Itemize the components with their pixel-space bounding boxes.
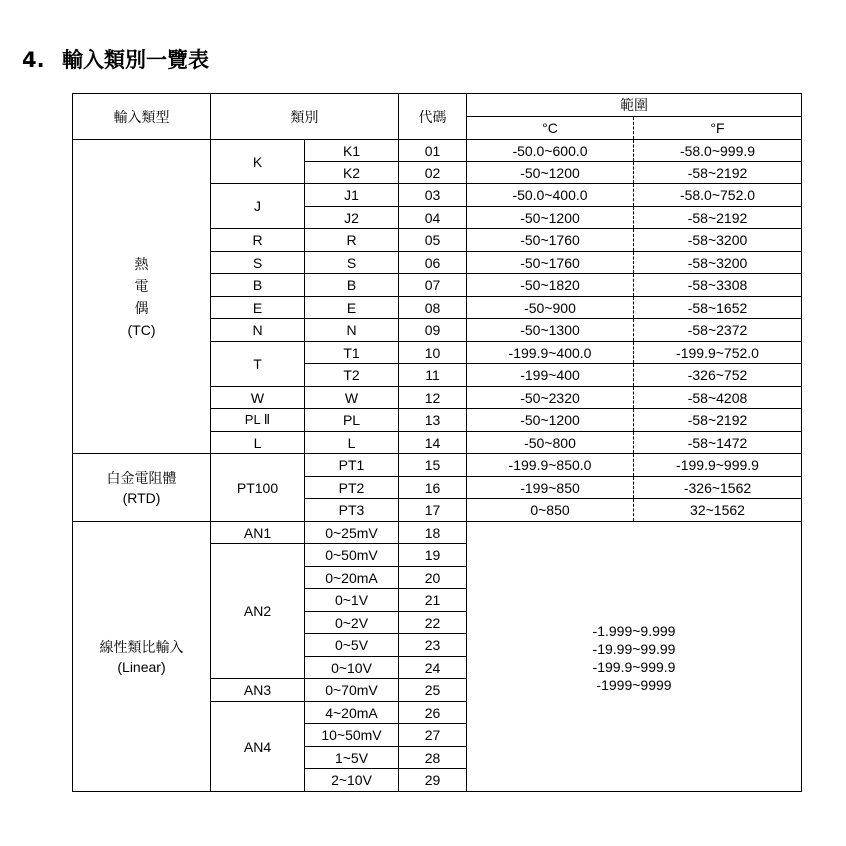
code-cell: 11 xyxy=(399,364,467,387)
table-row xyxy=(73,454,802,477)
header-row xyxy=(73,94,802,117)
subtype-cell: 0~1V xyxy=(305,589,399,612)
range-c-cell: -50~800 xyxy=(467,432,634,454)
linear-group-label: 線性類比輸入 (Linear) xyxy=(73,522,211,792)
subtype-cell: S xyxy=(305,252,399,274)
code-cell: 20 xyxy=(399,567,467,589)
input-type-table xyxy=(72,93,802,792)
header-fahrenheit: °F xyxy=(634,117,802,140)
subtype-cell: PT3 xyxy=(305,499,399,522)
subtype-cell: 2~10V xyxy=(305,769,399,792)
subtype-cell: T1 xyxy=(305,342,399,364)
range-f-cell: -58~2192 xyxy=(634,207,802,229)
category-cell: AN2 xyxy=(211,544,305,679)
code-cell: 07 xyxy=(399,274,467,297)
subtype-cell: T2 xyxy=(305,364,399,387)
header-category: 類別 xyxy=(211,94,399,140)
category-cell: W xyxy=(211,387,305,409)
code-cell: 10 xyxy=(399,342,467,364)
range-c-cell: -50~1200 xyxy=(467,207,634,229)
code-cell: 23 xyxy=(399,634,467,657)
category-cell: E xyxy=(211,297,305,319)
range-f-cell: -58~2372 xyxy=(634,319,802,342)
subtype-cell: 4~20mA xyxy=(305,702,399,724)
range-c-cell: -50.0~400.0 xyxy=(467,184,634,207)
range-f-cell: -199.9~999.9 xyxy=(634,454,802,477)
code-cell: 03 xyxy=(399,184,467,207)
code-cell: 27 xyxy=(399,724,467,747)
category-cell: R xyxy=(211,229,305,252)
code-cell: 13 xyxy=(399,409,467,432)
subtype-cell: K2 xyxy=(305,162,399,184)
range-c-cell: -50~1760 xyxy=(467,229,634,252)
range-c-cell: -50~1820 xyxy=(467,274,634,297)
code-cell: 18 xyxy=(399,522,467,544)
subtype-cell: 0~20mA xyxy=(305,567,399,589)
range-c-cell: -199.9~400.0 xyxy=(467,342,634,364)
category-cell: L xyxy=(211,432,305,454)
code-cell: 06 xyxy=(399,252,467,274)
range-f-cell: -58~2192 xyxy=(634,409,802,432)
range-c-cell: -50.0~600.0 xyxy=(467,140,634,162)
category-cell: B xyxy=(211,274,305,297)
range-c-cell: -50~1760 xyxy=(467,252,634,274)
range-f-cell: -58~1472 xyxy=(634,432,802,454)
code-cell: 29 xyxy=(399,769,467,792)
range-f-cell: -58.0~999.9 xyxy=(634,140,802,162)
linear-range-cell: -1.999~9.999 -19.99~99.99 -199.9~999.9 -1999~9999 xyxy=(467,522,802,792)
subtype-cell: 10~50mV xyxy=(305,724,399,747)
section-title: 輸入類別一覽表 xyxy=(62,48,209,72)
range-c-cell: 0~850 xyxy=(467,499,634,522)
subtype-cell: 0~25mV xyxy=(305,522,399,544)
code-cell: 01 xyxy=(399,140,467,162)
range-f-cell: -58~3200 xyxy=(634,229,802,252)
code-cell: 24 xyxy=(399,657,467,679)
range-f-cell: -326~1562 xyxy=(634,477,802,499)
code-cell: 22 xyxy=(399,612,467,634)
range-f-cell: -58~2192 xyxy=(634,162,802,184)
range-f-cell: -58~4208 xyxy=(634,387,802,409)
subtype-cell: 0~50mV xyxy=(305,544,399,567)
page-title xyxy=(22,44,209,74)
category-cell: AN4 xyxy=(211,702,305,792)
subtype-cell: K1 xyxy=(305,140,399,162)
range-c-cell: -50~1300 xyxy=(467,319,634,342)
code-cell: 04 xyxy=(399,207,467,229)
subtype-cell: 0~70mV xyxy=(305,679,399,702)
subtype-cell: J2 xyxy=(305,207,399,229)
range-c-cell: -199~400 xyxy=(467,364,634,387)
range-c-cell: -50~1200 xyxy=(467,162,634,184)
code-cell: 16 xyxy=(399,477,467,499)
range-f-cell: -58~1652 xyxy=(634,297,802,319)
subtype-cell: 0~10V xyxy=(305,657,399,679)
header-input-type: 輸入類型 xyxy=(73,94,211,140)
subtype-cell: PT2 xyxy=(305,477,399,499)
range-f-cell: -58.0~752.0 xyxy=(634,184,802,207)
code-cell: 19 xyxy=(399,544,467,567)
category-cell: J xyxy=(211,184,305,229)
subtype-cell: 0~2V xyxy=(305,612,399,634)
header-range: 範圍 xyxy=(467,94,802,117)
subtype-cell: E xyxy=(305,297,399,319)
range-f-cell: -58~3200 xyxy=(634,252,802,274)
category-cell: AN3 xyxy=(211,679,305,702)
range-c-cell: -50~900 xyxy=(467,297,634,319)
table-row xyxy=(73,522,802,544)
category-cell: K xyxy=(211,140,305,184)
code-cell: 17 xyxy=(399,499,467,522)
range-f-cell: -199.9~752.0 xyxy=(634,342,802,364)
code-cell: 15 xyxy=(399,454,467,477)
subtype-cell: J1 xyxy=(305,184,399,207)
category-cell: PT100 xyxy=(211,454,305,522)
rtd-group-label: 白金電阻體 (RTD) xyxy=(73,454,211,522)
subtype-cell: N xyxy=(305,319,399,342)
category-cell: PL Ⅱ xyxy=(211,409,305,432)
subtype-cell: L xyxy=(305,432,399,454)
code-cell: 25 xyxy=(399,679,467,702)
category-cell: S xyxy=(211,252,305,274)
header-celsius: °C xyxy=(467,117,634,140)
table-row xyxy=(73,140,802,162)
range-c-cell: -50~2320 xyxy=(467,387,634,409)
category-cell: AN1 xyxy=(211,522,305,544)
code-cell: 08 xyxy=(399,297,467,319)
code-cell: 26 xyxy=(399,702,467,724)
subtype-cell: PL xyxy=(305,409,399,432)
range-c-cell: -50~1200 xyxy=(467,409,634,432)
code-cell: 28 xyxy=(399,747,467,769)
range-c-cell: -199~850 xyxy=(467,477,634,499)
code-cell: 14 xyxy=(399,432,467,454)
header-code: 代碼 xyxy=(399,94,467,140)
subtype-cell: 1~5V xyxy=(305,747,399,769)
subtype-cell: B xyxy=(305,274,399,297)
range-f-cell: -326~752 xyxy=(634,364,802,387)
subtype-cell: R xyxy=(305,229,399,252)
tc-group-label: 熱 電 偶 (TC) xyxy=(73,140,211,454)
code-cell: 21 xyxy=(399,589,467,612)
section-number: 4. xyxy=(22,48,45,72)
range-c-cell: -199.9~850.0 xyxy=(467,454,634,477)
range-f-cell: 32~1562 xyxy=(634,499,802,522)
code-cell: 12 xyxy=(399,387,467,409)
category-cell: N xyxy=(211,319,305,342)
category-cell: T xyxy=(211,342,305,387)
range-f-cell: -58~3308 xyxy=(634,274,802,297)
subtype-cell: W xyxy=(305,387,399,409)
code-cell: 09 xyxy=(399,319,467,342)
subtype-cell: 0~5V xyxy=(305,634,399,657)
code-cell: 05 xyxy=(399,229,467,252)
subtype-cell: PT1 xyxy=(305,454,399,477)
code-cell: 02 xyxy=(399,162,467,184)
